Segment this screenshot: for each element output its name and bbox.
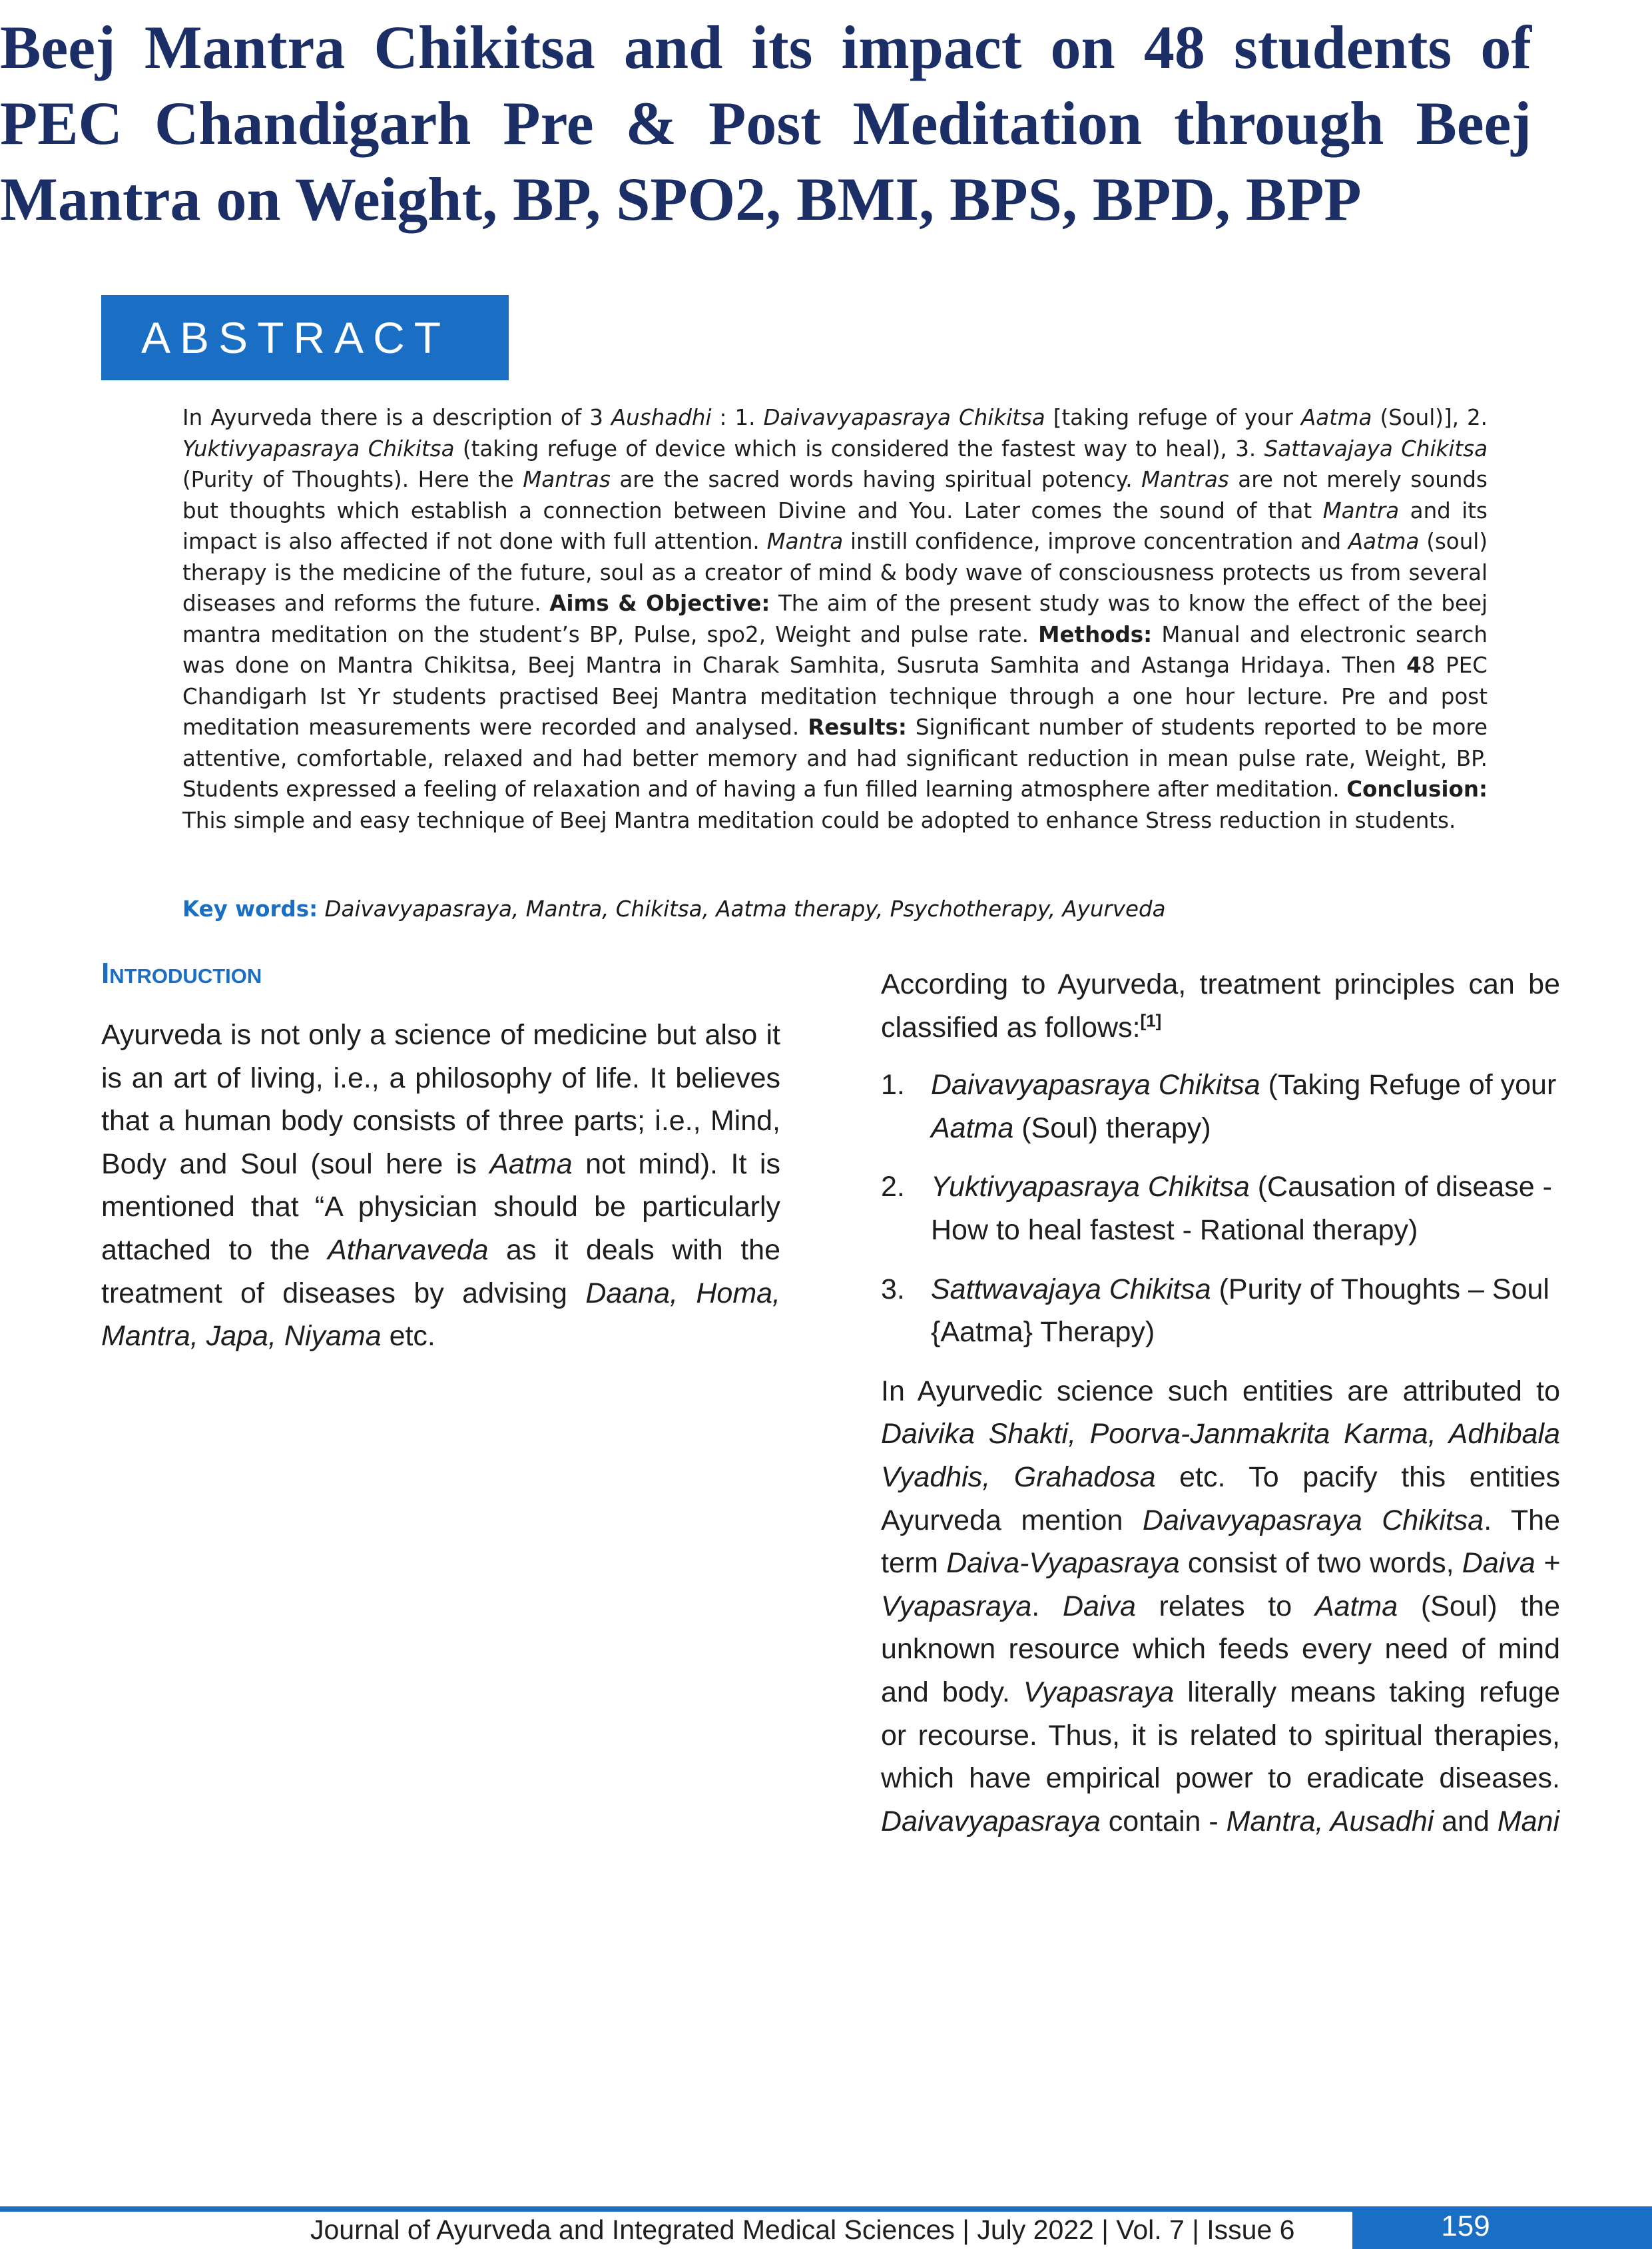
introduction-paragraph [101,1014,780,1358]
abstract-term: Mantras [523,467,611,492]
intro-term: Atharvaveda [328,1233,489,1266]
list-item [881,1064,1560,1149]
list-number: 2. [881,1171,905,1203]
keywords [182,894,1488,924]
classification-intro [881,963,1560,1049]
abstract-text: The aim of the present study was to know the effect of the beej mantra meditation on the student’s BP, Pulse, spo2, Weight and pulse rate. [182,591,1488,647]
right-text: . The term [881,1504,1560,1580]
right-text: consist of two words, [1179,1547,1462,1580]
abstract-text: In Ayurveda there is a description of 3 [182,405,611,430]
right-term: Daivavyapasraya [881,1805,1101,1837]
abstract-text: are not merely sounds but thoughts which establish a connection between Divine and You. Later comes the sound of that [182,467,1488,523]
right-text: (Soul) the unknown resource which feeds every need of mind and body. [881,1590,1560,1708]
abstract-text: instill confidence, improve concentration and [843,529,1348,554]
right-text: contain - [1100,1805,1227,1837]
right-term: Daiva [1062,1590,1136,1622]
right-term: Mantra, Ausadhi [1226,1805,1434,1837]
abstract-bold-digit: 4 [1406,653,1422,678]
abstract-text: (Soul)], 2. [1372,405,1488,430]
intro-text: as it deals with the treatment of diseases by advising [101,1233,780,1309]
abstract-term: Mantras [1141,467,1229,492]
introduction-left-column [101,1014,780,1358]
right-text: , treatment principles can be classified as follows: [881,968,1560,1044]
abstract-term: Mantra [766,529,844,554]
journal-citation: Journal of Ayurveda and Integrated Medical Sciences | July 2022 | Vol. 7 | Issue 6 [310,2214,1295,2245]
right-term: Daiva + Vyapasraya [881,1547,1561,1622]
right-text: relates to [1135,1590,1315,1622]
list-text: (Soul) therapy) [1013,1112,1211,1144]
keywords-text: Daivavyapasraya, Mantra, Chikitsa, Aatma therapy, Psychotherapy, Ayurveda [324,896,1166,922]
reference-marker: [1] [1140,1010,1162,1031]
keywords-label: Key words: [182,896,318,922]
right-text: . [1031,1590,1063,1622]
right-text: In Ayurvedic science such entities are attributed to [881,1375,1560,1407]
list-item [881,1165,1560,1251]
abstract-text: and its impact is also affected if not done with full attention. [182,497,1488,554]
list-term: Sattwavajaya Chikitsa [931,1273,1211,1305]
abstract-text: (Purity of Thoughts). Here the [182,467,523,492]
right-term: Daivavyapasraya Chikitsa [1142,1504,1484,1536]
right-text: According to Ayurveda [881,968,1179,1000]
intro-text: etc. [381,1320,435,1353]
right-text: and [1434,1805,1498,1837]
introduction-heading: Introduction [101,957,262,990]
list-term: Yuktivyapasraya Chikitsa [931,1171,1250,1203]
list-number: 3. [881,1273,905,1305]
intro-text: not mind). It is mentioned that “A physician should be particularly attached to the [101,1147,780,1266]
abstract-term: Aushadhi [611,405,712,430]
abstract-text: [taking refuge of your [1045,405,1301,430]
methods-label: Methods: [1038,621,1153,647]
intro-text: Ayurveda is not only a science of medicine but also it is an art of living, i.e., a philosophy of life. It believes that a human body consists of three parts; i.e., Mind, Body and Soul (soul here is [101,1019,780,1180]
list-term: Aatma [931,1112,1014,1144]
aims-label: Aims & Objective: [549,591,770,616]
abstract-term: Sattavajaya Chikitsa [1264,436,1488,462]
abstract-term: Mantra [1322,497,1400,523]
list-text: (Taking Refuge of your [1260,1069,1557,1102]
abstract-text: (soul) therapy is the medicine of the future, soul as a creator of mind & body wave of consciousness protects us from several diseases and reforms the future. [182,529,1488,616]
therapy-list [881,1064,1560,1354]
abstract-text: Manual and electronic search was done on Mantra Chikitsa, Beej Mantra in Charak Samhita, Susruta Samhita and Astanga Hridaya. Then [182,621,1488,678]
right-term: Daiva-Vyapasraya [946,1547,1180,1580]
abstract-term: Yuktivyapasraya Chikitsa [182,436,455,462]
conclusion-label: Conclusion: [1346,777,1488,802]
right-term: Vyapasraya [1023,1676,1175,1708]
abstract-text: : 1. [711,405,764,430]
intro-term: Aatma [489,1147,573,1180]
intro-term: Daana, Homa, Mantra, Japa, Niyama [101,1277,781,1353]
abstract-term: Daivavyapasraya Chikitsa [763,405,1045,430]
results-label: Results: [808,715,907,740]
abstract-term: Aatma [1300,405,1372,430]
page-number: 159 [1352,2206,1652,2249]
abstract-heading: ABSTRACT [101,295,509,380]
abstract-term: Aatma [1348,529,1420,554]
right-text: etc. To pacify this entities Ayurveda mention [881,1460,1560,1536]
list-term: Daivavyapasraya Chikitsa [931,1069,1260,1102]
list-text: (Causation of disease - How to heal fastest - Rational therapy) [931,1171,1552,1246]
abstract-text: This simple and easy technique of Beej Mantra meditation could be adopted to enhance Stress reduction in students. [182,807,1456,833]
abstract-text: are the sacred words having spiritual potency. [610,467,1142,492]
right-term: Aatma [1314,1590,1398,1622]
article-title: Beej Mantra Chikitsa and its impact on 48 students of PEC Chandigarh Pre & Post Meditation through Beej Mantra on Weight, BP, SPO2, BMI, BPS, BPD, BPP [0,13,1531,233]
list-item [881,1268,1560,1354]
abstract-body [182,402,1488,836]
list-text: (Purity of Thoughts – Soul {Aatma} Therapy) [931,1273,1549,1349]
abstract-text: 8 PEC Chandigarh Ist Yr students practised Beej Mantra meditation technique through a one hour lecture. Pre and post meditation measurements were recorded and analysed. [182,653,1488,740]
abstract-text: Significant number of students reported to be more attentive, comfortable, relaxed and had better memory and had significant reduction in mean pulse rate, Weight, BP. Students expressed a feeling of relaxation and of having a fun filled learning atmosphere after meditation. [182,715,1488,802]
abstract-text: (taking refuge of device which is considered the fastest way to heal), 3. [454,436,1264,462]
right-text: literally means taking refuge or recourse. Thus, it is related to spiritual therapies, which have empirical power to eradicate diseases. [881,1676,1561,1795]
daivavyapasraya-paragraph [881,1370,1560,1843]
right-term: Mani [1497,1805,1560,1837]
right-column [881,963,1560,1843]
list-number: 1. [881,1069,905,1102]
right-term: Daivika Shakti, Poorva-Janmakrita Karma, Adhibala Vyadhis, Grahadosa [881,1418,1560,1493]
